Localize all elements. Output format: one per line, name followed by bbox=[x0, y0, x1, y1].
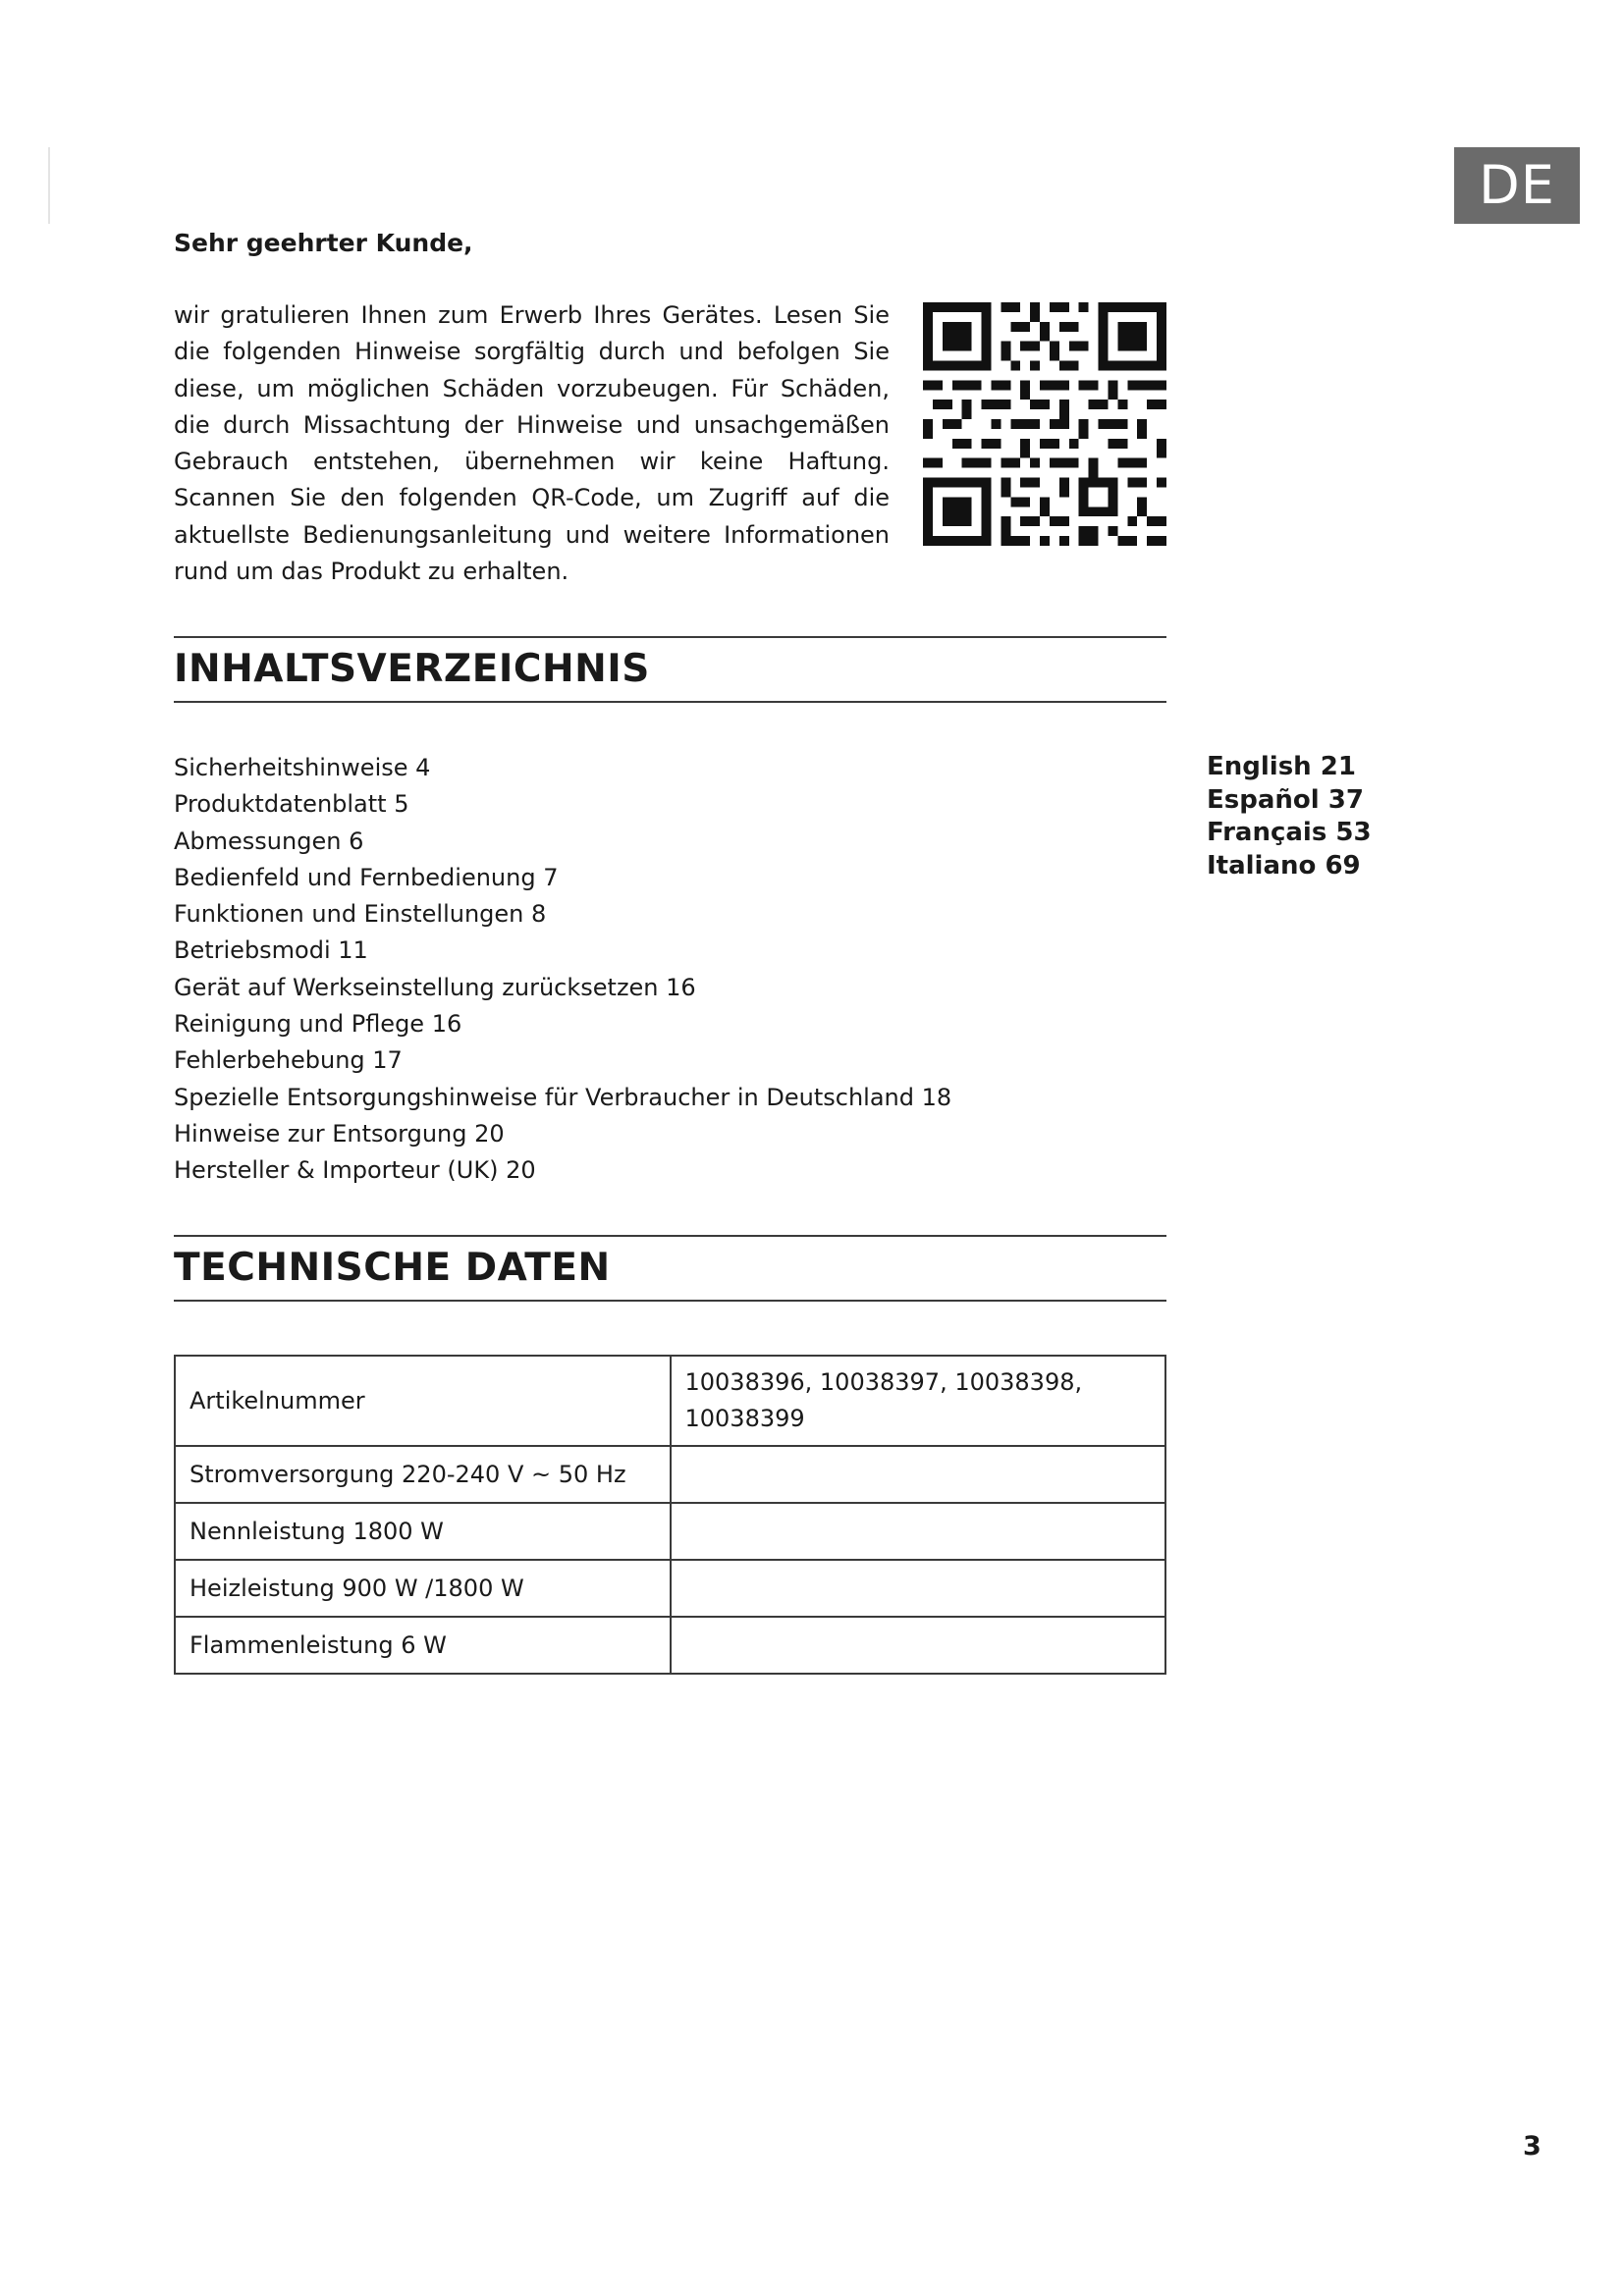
table-row bbox=[175, 1446, 1165, 1503]
toc-item[interactable]: Funktionen und Einstellungen 8 bbox=[174, 900, 547, 929]
spec-value: 10038396, 10038397, 10038398, 10038399 bbox=[671, 1356, 1166, 1446]
spec-label: Flammenleistung 6 W bbox=[175, 1617, 671, 1674]
toc-title: INHALTSVERZEICHNIS bbox=[174, 647, 650, 691]
toc-item[interactable]: Spezielle Entsorgungshinweise für Verbraucher in Deutschland 18 bbox=[174, 1083, 952, 1111]
spec-value bbox=[671, 1503, 1166, 1560]
spec-label: Artikelnummer bbox=[175, 1356, 671, 1446]
spec-value bbox=[671, 1617, 1166, 1674]
language-link-spanish[interactable]: Español 37 bbox=[1207, 784, 1364, 815]
language-link-italian[interactable]: Italiano 69 bbox=[1207, 850, 1361, 881]
spec-label: Heizleistung 900 W /1800 W bbox=[175, 1560, 671, 1617]
spec-value bbox=[671, 1560, 1166, 1617]
spec-table bbox=[174, 1355, 1166, 1675]
language-tab: DE bbox=[1454, 147, 1580, 224]
language-link-english[interactable]: English 21 bbox=[1207, 752, 1356, 781]
spec-value bbox=[671, 1446, 1166, 1503]
table-row bbox=[175, 1617, 1165, 1674]
specs-header bbox=[174, 1235, 1166, 1302]
table-row bbox=[175, 1560, 1165, 1617]
toc-item[interactable]: Fehlerbehebung 17 bbox=[174, 1046, 403, 1075]
page-margin-line bbox=[48, 147, 50, 224]
page-number: 3 bbox=[1523, 2131, 1542, 2162]
table-row bbox=[175, 1356, 1165, 1446]
specs-title: TECHNISCHE DATEN bbox=[174, 1246, 611, 1290]
intro-paragraph: wir gratulieren Ihnen zum Erwerb Ihres Gerätes. Lesen Sie die folgenden Hinweise sorgfältig durch und befolgen Sie diese, um möglichen Schäden vorzubeugen. Für Schäden, die durch Missachtung der Hinweise und unsachgemäßen Gebrauch entstehen, übernehmen wir keine Haftung. Scannen Sie den folgenden QR-Code, um Zugriff auf die aktuellste Bedienungsanleitung und weitere Informationen rund um das Produkt zu erhalten. bbox=[174, 301, 890, 586]
qr-code-icon bbox=[923, 302, 1166, 546]
toc-item[interactable]: Sicherheitshinweise 4 bbox=[174, 754, 431, 781]
toc-header bbox=[174, 636, 1166, 703]
table-of-contents bbox=[174, 750, 951, 1190]
toc-item[interactable]: Bedienfeld und Fernbedienung 7 bbox=[174, 863, 559, 891]
toc-item[interactable]: Reinigung und Pflege 16 bbox=[174, 1010, 462, 1039]
toc-item[interactable]: Produktdatenblatt 5 bbox=[174, 790, 409, 819]
toc-item[interactable]: Gerät auf Werkseinstellung zurücksetzen 16 bbox=[174, 973, 696, 1001]
toc-item[interactable]: Hersteller & Importeur (UK) 20 bbox=[174, 1156, 536, 1185]
language-index bbox=[1207, 751, 1372, 882]
toc-item[interactable]: Betriebsmodi 11 bbox=[174, 936, 368, 965]
greeting: Sehr geehrter Kunde, bbox=[174, 229, 473, 257]
language-link-french[interactable]: Français 53 bbox=[1207, 818, 1372, 847]
table-row bbox=[175, 1503, 1165, 1560]
toc-item[interactable]: Hinweise zur Entsorgung 20 bbox=[174, 1119, 505, 1148]
spec-label: Stromversorgung 220-240 V ~ 50 Hz bbox=[175, 1446, 671, 1503]
toc-item[interactable]: Abmessungen 6 bbox=[174, 827, 364, 855]
spec-label: Nennleistung 1800 W bbox=[175, 1503, 671, 1560]
